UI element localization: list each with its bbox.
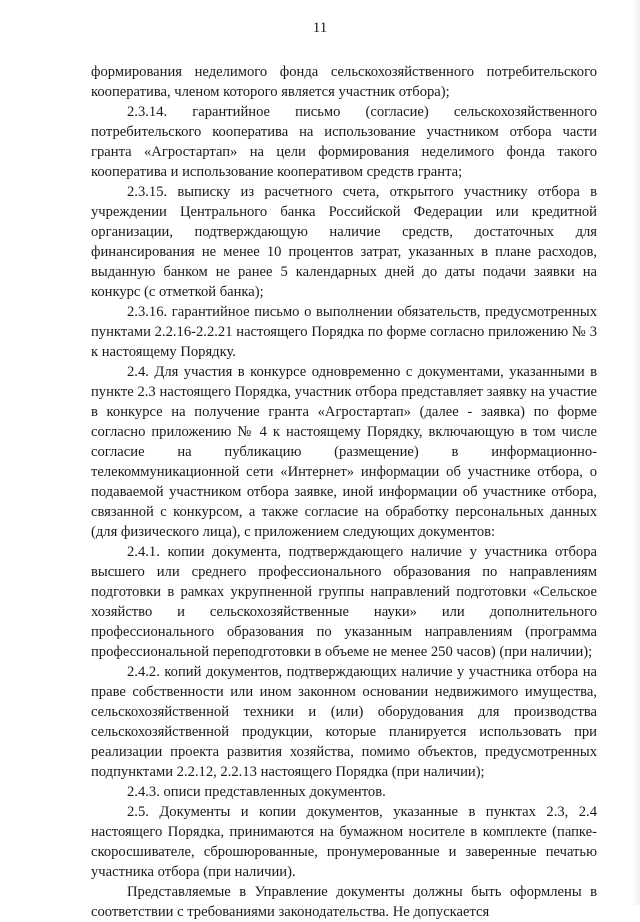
scan-edge-shadow (632, 0, 640, 905)
paragraph-2-5: 2.5. Документы и копии документов, указанные в пунктах 2.3, 2.4 настоящего Порядка, принимаются на бумажном носителе в комплекте (папке-скоросшивателе, сброшюрованные, пронумерованные и заверенные печатью участника отбора (при наличии). (91, 804, 597, 880)
paragraph-2-4-3: 2.4.3. описи представленных документов. (127, 784, 386, 800)
page-number: 11 (312, 20, 328, 36)
paragraph-2-4: 2.4. Для участия в конкурсе одновременно с документами, указанными в пункте 2.3 настоящего Порядка, участник отбора представляет заявку на участие в конкурсе на получение гранта «Агростартап» (далее - заявка) по форме согласно приложению № 4 к настоящему Порядку, включающую в том числе согласие на публикацию (размещение) в информационно-телекоммуникационной сети «Интернет» информации об участнике отбора, о подаваемой участником отбора заявке, иной информации об участнике отбора, связанной с конкурсом, а также согласие на обработку персональных данных (для физического лица), с приложением следующих документов: (91, 364, 597, 540)
paragraph-continuation: формирования неделимого фонда сельскохозяйственного потребительского кооператива, членом которого является участник отбора); (91, 64, 597, 100)
paragraph-2-3-16: 2.3.16. гарантийное письмо о выполнении обязательств, предусмотренных пунктами 2.2.16-2.2.21 настоящего Порядка по форме согласно приложению № 3 к настоящему Порядку. (91, 304, 597, 360)
paragraph-2-3-15: 2.3.15. выписку из расчетного счета, открытого участнику отбора в учреждении Центрального банка Российской Федерации или кредитной организации, подтверждающую наличие средств, достаточных для финансирования не менее 10 процентов затрат, указанных в плане расходов, выданную банком не ранее 5 календарных дней до даты подачи заявки на конкурс (с отметкой банка); (91, 184, 597, 300)
paragraph-2-3-14: 2.3.14. гарантийное письмо (согласие) сельскохозяйственного потребительского кооператива на использование участником отбора части гранта «Агростартап» на цели формирования неделимого фонда такого кооператива и использование кооперативом средств гранта; (91, 104, 597, 180)
document-body (91, 62, 597, 922)
paragraph-documents-requirements: Представляемые в Управление документы должны быть оформлены в соответствии с требованиями законодательства. Не допускается (91, 884, 597, 920)
paragraph-2-4-2: 2.4.2. копий документов, подтверждающих наличие у участника отбора на праве собственности или ином законном основании недвижимого имущества, сельскохозяйственной техники и (или) оборудования для производства сельскохозяйственной продукции, которые планируется использовать при реализации проекта развития хозяйства, помимо объектов, предусмотренных подпунктами 2.2.12, 2.2.13 настоящего Порядка (при наличии); (91, 664, 597, 780)
paragraph-2-4-1: 2.4.1. копии документа, подтверждающего наличие у участника отбора высшего или среднего профессионального образования по направлениям подготовки в рамках укрупненной группы направлений подготовки «Сельское хозяйство и сельскохозяйственные науки» или дополнительного профессионального образования по указанным направлениям (программа профессиональной переподготовки в объеме не менее 250 часов) (при наличии); (91, 544, 597, 660)
